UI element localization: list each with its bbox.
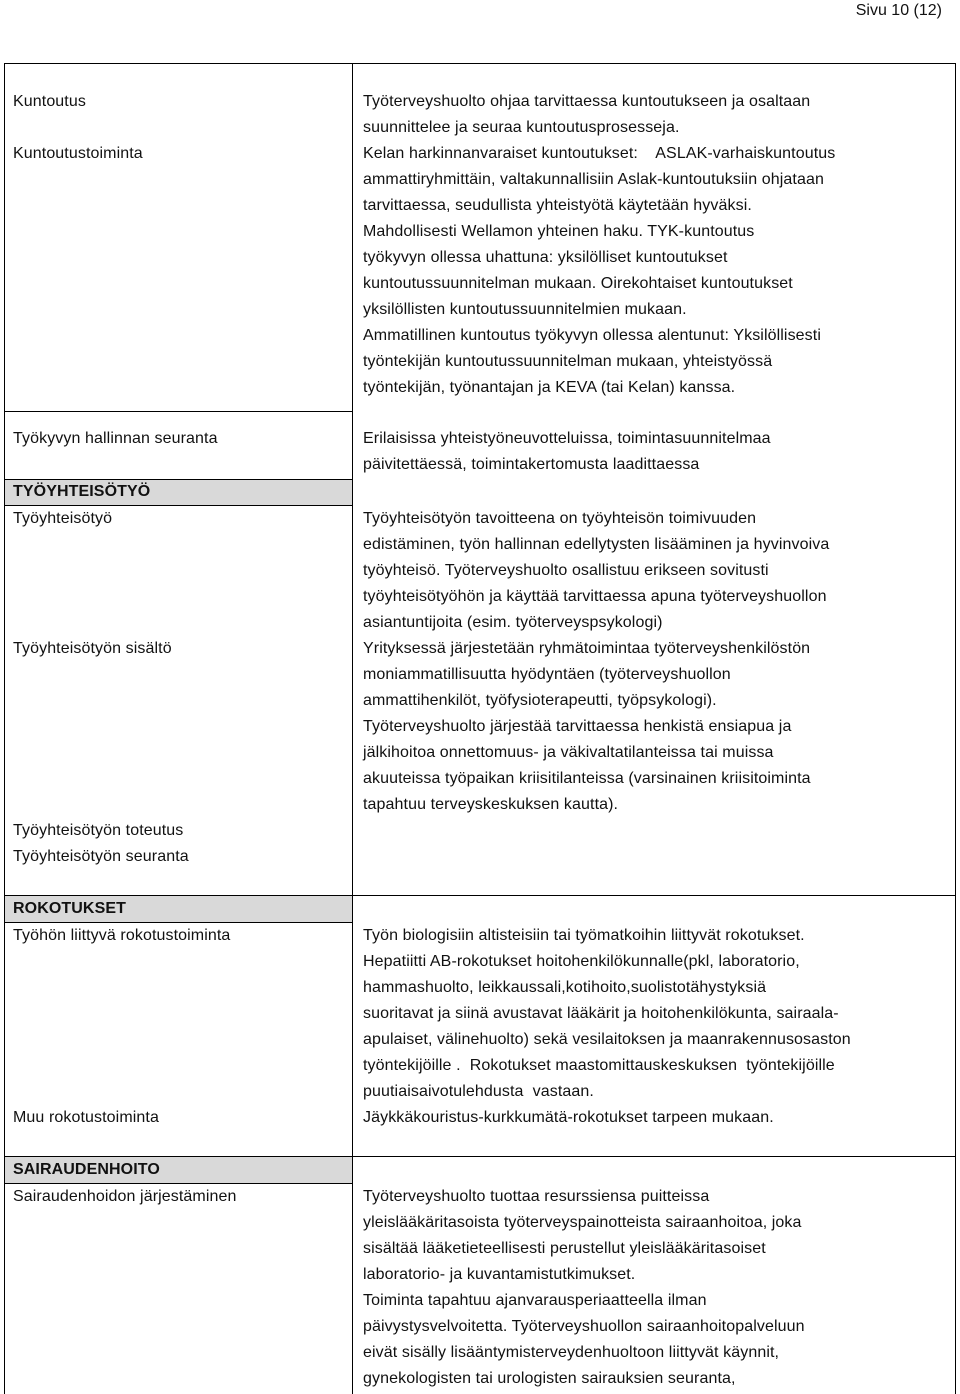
text-line: Hepatiitti AB-rokotukset hoitohenkilökunnalle(pkl, laboratorio,	[363, 953, 800, 970]
text-line: tarvittaessa, seudullista yhteistyötä käytetään hyväksi.	[363, 197, 752, 214]
text-line: yksilöllisten kuntoutussuunnitelmien mukaan.	[363, 301, 687, 318]
tyoyhteisotyo-toteutus-item: Työyhteisötyön toteutus	[13, 822, 184, 839]
section-heading-rokotukset	[13, 896, 126, 922]
text-line: työyhteisö. Työterveyshuolto osallistuu erikseen sovitusti	[363, 562, 769, 579]
text-line: akuuteissa työpaikan kriisitilanteissa (varsinainen kriisitoiminta	[363, 770, 811, 787]
tyoyhteisotyo-left-cell	[13, 506, 189, 870]
text-line: työyhteisötyöhön ja käyttää tarvittaessa apuna työterveyshuollon	[363, 588, 827, 605]
text-line: Erilaisissa yhteistyöneuvotteluissa, toimintasuunnitelmaa	[363, 430, 771, 447]
text-line: ammattihenkilöt, työfysioterapeutti, työpsykologi).	[363, 692, 717, 709]
text-line: työntekijän, työnantajan ja KEVA (tai Kelan) kanssa.	[363, 379, 736, 396]
muu-rokotustoiminta-item: Muu rokotustoiminta	[13, 1109, 159, 1126]
section-heading-text: ROKOTUKSET	[13, 900, 126, 917]
text-line: eivät sisälly lisääntymisterveydenhuoltoon liittyvät käynnit,	[363, 1344, 780, 1361]
table-border-left	[4, 63, 5, 1394]
text-line: laboratorio- ja kuvantamistutkimukset.	[363, 1266, 636, 1283]
text-line: puutiaisaivotulehdusta vastaan.	[363, 1083, 594, 1100]
spacer	[13, 766, 189, 792]
spacer	[13, 584, 189, 610]
sairaudenhoito-left-cell	[13, 1184, 237, 1210]
sairaudenhoito-item: Sairaudenhoidon järjestäminen	[13, 1188, 237, 1205]
tyoyhteisotyo-seuranta-item: Työyhteisötyön seuranta	[13, 848, 189, 865]
section-heading-text: SAIRAUDENHOITO	[13, 1161, 160, 1178]
text-line: asiantuntijoita (esim. työterveyspsykologi)	[363, 614, 663, 631]
text-line: Toiminta tapahtuu ajanvarausperiaatteella ilman	[363, 1292, 707, 1309]
spacer	[13, 115, 143, 141]
rokotukset-right-cell	[363, 923, 851, 1131]
spacer	[13, 1027, 230, 1053]
text-line: Työyhteisötyön tavoitteena on työyhteisön toimivuuden	[363, 510, 757, 527]
text-line: Työn biologisiin altisteisiin tai työmatkoihin liittyvät rokotukset.	[363, 927, 805, 944]
text-line: suunnittelee ja seuraa kuntoutusprosesseja.	[363, 119, 680, 136]
tyokyky-left-cell	[13, 426, 218, 452]
tyoyhteisotyo-sisalto-item: Työyhteisötyön sisältö	[13, 640, 172, 657]
table-border-top	[4, 63, 956, 64]
section-heading-tyoyhteisotyo	[13, 479, 150, 505]
text-line: Työterveyshuolto järjestää tarvittaessa henkistä ensiapua ja	[363, 718, 792, 735]
text-line: jälkihoitoa onnettomuus- ja väkivaltatilanteissa tai muissa	[363, 744, 774, 761]
page-number: Sivu 10 (12)	[855, 2, 942, 19]
text-line: päivitettäessä, toimintakertomusta laadittaessa	[363, 456, 700, 473]
section-heading-text: TYÖYHTEISÖTYÖ	[13, 483, 151, 500]
tyoyhteisotyo-item: Työyhteisötyö	[13, 510, 113, 527]
text-line: hammashuolto, leikkaussali,kotihoito,suolistotähystyksiä	[363, 979, 767, 996]
spacer	[13, 532, 189, 558]
row-divider	[4, 411, 352, 412]
spacer	[13, 975, 230, 1001]
text-line: Työterveyshuolto ohjaa tarvittaessa kuntoutukseen ja osaltaan	[363, 93, 811, 110]
spacer	[13, 558, 189, 584]
text-line: gynekologisten tai urologisten sairauksien seuranta,	[363, 1370, 736, 1387]
text-line: Mahdollisesti Wellamon yhteinen haku. TYK-kuntoutus	[363, 223, 755, 240]
spacer	[13, 1001, 230, 1027]
spacer	[13, 662, 189, 688]
spacer	[13, 714, 189, 740]
rokotukset-left-cell	[13, 923, 230, 1131]
section-heading-sairaudenhoito	[13, 1157, 160, 1183]
text-line: Kelan harkinnanvaraiset kuntoutukset: ASLAK-varhaiskuntoutus	[363, 145, 836, 162]
spacer	[13, 1053, 230, 1079]
text-line: Jäykkäkouristus-kurkkumätä-rokotukset tarpeen mukaan.	[363, 1109, 774, 1126]
text-line: päivystysvelvoitetta. Työterveyshuollon sairaanhoitopalveluun	[363, 1318, 805, 1335]
text-line: työkyvyn ollessa uhattuna: yksilölliset kuntoutukset	[363, 249, 728, 266]
text-line: apulaiset, välinehuolto) sekä vesilaitoksen ja maanrakennusosaston	[363, 1031, 851, 1048]
rokotustoiminta-item: Työhön liittyvä rokotustoiminta	[13, 927, 231, 944]
text-line: edistäminen, työn hallinnan edellytysten lisääminen ja hyvinvoiva	[363, 536, 830, 553]
row-divider	[4, 895, 956, 896]
spacer	[13, 949, 230, 975]
kuntoutustoiminta-label: Kuntoutustoiminta	[13, 145, 143, 162]
table-border-right	[955, 63, 956, 1394]
tyoyhteisotyo-right-cell	[363, 506, 829, 818]
text-line: Ammatillinen kuntoutus työkyvyn ollessa alentunut: Yksilöllisesti	[363, 327, 821, 344]
text-line: yleislääkäritasoista työterveyspainotteista sairaanhoitoa, joka	[363, 1214, 802, 1231]
spacer	[13, 792, 189, 818]
spacer	[13, 688, 189, 714]
text-line: moniammatillisuutta hyödyntäen (työterveyshuollon	[363, 666, 731, 683]
text-line: tapahtuu terveyskeskuksen kautta).	[363, 796, 619, 813]
text-line: Työterveyshuolto tuottaa resurssiensa puitteissa	[363, 1188, 710, 1205]
text-line: työntekijän kuntoutussuunnitelman mukaan, yhteistyössä	[363, 353, 773, 370]
spacer	[13, 740, 189, 766]
tyokyky-right-cell	[363, 426, 771, 478]
tyokyky-title: Työkyvyn hallinnan seuranta	[13, 430, 218, 447]
kuntoutus-right-cell	[363, 89, 835, 401]
kuntoutus-left-cell	[13, 89, 143, 167]
text-line: sisältää lääketieteellisesti perustellut yleislääkäritasoiset	[363, 1240, 766, 1257]
text-line: Yrityksessä järjestetään ryhmätoimintaa työterveyshenkilöstön	[363, 640, 811, 657]
text-line: ammattiryhmittäin, valtakunnallisiin Aslak-kuntoutuksiin ohjataan	[363, 171, 824, 188]
spacer	[13, 1079, 230, 1105]
text-line: kuntoutussuunnitelman mukaan. Oirekohtaiset kuntoutukset	[363, 275, 793, 292]
table-column-divider	[352, 63, 353, 1394]
kuntoutus-title: Kuntoutus	[13, 93, 86, 110]
text-line: suoritavat ja siinä avustavat lääkärit ja hoitohenkilökunta, sairaala-	[363, 1005, 839, 1022]
text-line: työntekijöille . Rokotukset maastomittauskeskuksen työntekijöille	[363, 1057, 835, 1074]
sairaudenhoito-right-cell	[363, 1184, 805, 1392]
spacer	[13, 610, 189, 636]
